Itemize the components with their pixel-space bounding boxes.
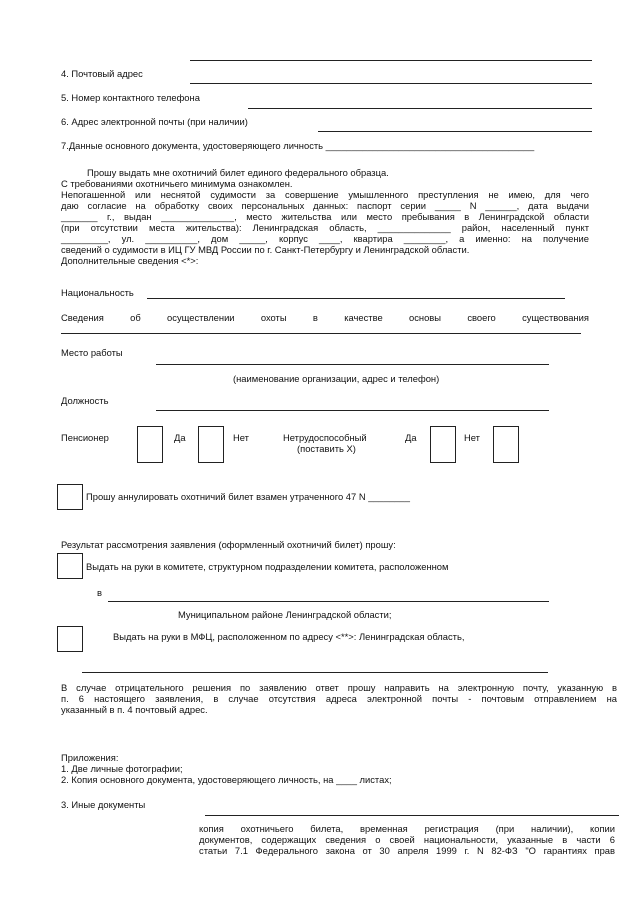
attachment-item: 3. Иные документы: [61, 799, 146, 810]
disabled-hint: (поставить X): [297, 443, 356, 454]
hunting-word: существования: [522, 312, 589, 323]
additional-info-label: Дополнительные сведения <*>:: [61, 255, 199, 266]
hunting-word: своего: [467, 312, 496, 323]
attachments-header: Приложения:: [61, 752, 119, 763]
email-line[interactable]: [318, 131, 592, 132]
committee-location-line[interactable]: [108, 601, 549, 602]
attachment-item: 2. Копия основного документа, удостоверяющего личность, на ____ листах;: [61, 774, 392, 785]
issue-committee-checkbox[interactable]: [57, 553, 83, 579]
result-header: Результат рассмотрения заявления (оформленный охотничий билет) прошу:: [61, 539, 396, 550]
position-line[interactable]: [156, 410, 549, 411]
nationality-label: Национальность: [61, 287, 134, 298]
hunting-word: основы: [409, 312, 442, 323]
workplace-hint: (наименование организации, адрес и телефон): [233, 373, 440, 384]
disabled-yes-checkbox[interactable]: [430, 426, 456, 463]
postal-address-label: 4. Почтовый адрес: [61, 68, 143, 79]
disabled-no-label: Нет: [464, 432, 480, 443]
hunting-word: охоты: [260, 312, 287, 323]
pensioner-yes-checkbox[interactable]: [137, 426, 163, 463]
nationality-line[interactable]: [147, 298, 565, 299]
hunting-word: Сведения: [61, 312, 104, 323]
paragraph-line: Непогашенной или неснятой судимости за совершение умышленного преступления не имею, для чего: [61, 189, 589, 200]
issue-mfc-label: Выдать на руки в МФЦ, расположенном по адресу <**>: Ленинградская область,: [113, 631, 465, 642]
paragraph-line: даю согласие на обработку своих персональных данных: паспорт серии _____ N ______, дата выдачи: [61, 200, 589, 211]
refusal-line: п. 6 настоящего заявления, в случае отсутствия адреса электронной почты - почтовым отправлением на: [61, 693, 617, 704]
issue-mfc-checkbox[interactable]: [57, 626, 83, 652]
phone-line[interactable]: [248, 108, 592, 109]
pensioner-no-label: Нет: [233, 432, 249, 443]
disabled-no-checkbox[interactable]: [493, 426, 519, 463]
other-docs-line: копия охотничьего билета, временная регистрация (при наличии), копии: [199, 823, 615, 834]
disabled-label: Нетрудоспособный: [283, 432, 367, 443]
top-rule: [190, 60, 592, 61]
paragraph-line: сведений о судимости в ИЦ ГУ МВД России по г. Санкт-Петербургу и Ленинградской области.: [61, 244, 470, 255]
other-documents-line[interactable]: [205, 815, 619, 816]
id-document-label: 7.Данные основного документа, удостоверяющего личность ________________________________________: [61, 140, 535, 151]
other-docs-line: документов, содержащих сведения о своей национальности, указанные в части 6: [199, 834, 615, 845]
pensioner-no-checkbox[interactable]: [198, 426, 224, 463]
attachment-item: 1. Две личные фотографии;: [61, 763, 183, 774]
hunting-word: осуществлении: [167, 312, 235, 323]
pensioner-yes-label: Да: [174, 432, 186, 443]
paragraph-line: _______ г., выдан ______________, место жительства или место пребывания в Ленинградской области: [61, 211, 589, 222]
request-text: Прошу выдать мне охотничий билет единого федерального образца.: [87, 167, 389, 178]
workplace-label: Место работы: [61, 347, 123, 358]
issue-committee-label: Выдать на руки в комитете, структурном подразделении комитета, расположенном: [86, 561, 449, 572]
phone-label: 5. Номер контактного телефона: [61, 92, 200, 103]
paragraph-line: _________, ул. __________, дом _____, корпус ____, квартира ________, а именно: на получение: [61, 233, 589, 244]
hunting-word: качестве: [344, 312, 383, 323]
annul-checkbox[interactable]: [57, 484, 83, 510]
position-label: Должность: [61, 395, 109, 406]
hunting-word: об: [130, 312, 141, 323]
email-label: 6. Адрес электронной почты (при наличии): [61, 116, 248, 127]
hunting-word: в: [312, 312, 318, 323]
pensioner-label: Пенсионер: [61, 432, 109, 443]
refusal-line: указанный в п. 4 почтовый адрес.: [61, 704, 208, 715]
municipal-label: Муниципальном районе Ленинградской области;: [178, 609, 392, 620]
paragraph-line: (при отсутствии места жительства): Ленинградская область, ______________ район, населенный пункт: [61, 222, 589, 233]
hunting-livelihood-line[interactable]: [61, 333, 581, 334]
refusal-line: В случае отрицательного решения по заявлению ответ прошу направить на электронную почту, указанную в: [61, 682, 617, 693]
workplace-line[interactable]: [156, 364, 549, 365]
other-docs-line: статьи 7.1 Федерального закона от 30 апреля 1999 г. N 82-ФЗ "О гарантиях прав: [199, 845, 615, 856]
disabled-yes-label: Да: [405, 432, 417, 443]
mfc-address-line[interactable]: [82, 672, 548, 673]
in-prefix: в: [97, 587, 102, 598]
hunting-livelihood-row: [61, 312, 589, 323]
familiar-text: С требованиями охотничьего минимума ознакомлен.: [61, 178, 293, 189]
annul-label: Прошу аннулировать охотничий билет взамен утраченного 47 N ________: [86, 491, 410, 502]
postal-address-line[interactable]: [190, 83, 592, 84]
